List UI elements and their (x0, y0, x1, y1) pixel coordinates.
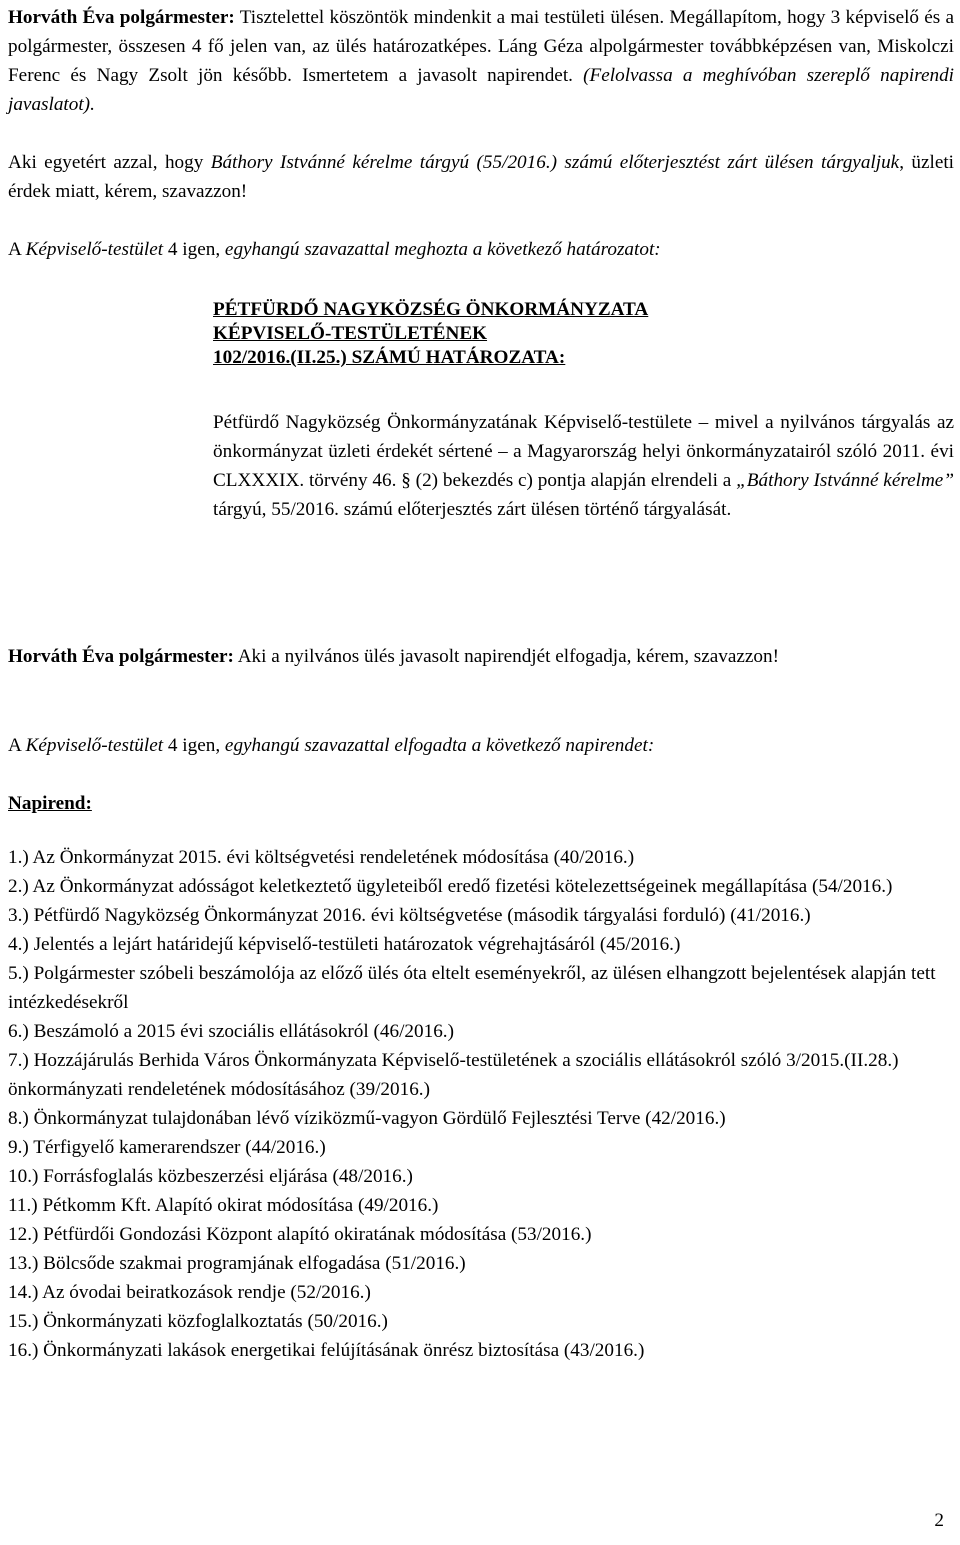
vote-statement-1: A Képviselő-testület 4 igen, egyhangú szavazattal meghozta a következő határozatot: (8, 239, 661, 260)
agenda-item: 3.) Pétfürdő Nagyközség Önkormányzat 2016. évi költségvetése (második tárgyalási forduló) (41/2016.) (8, 905, 811, 926)
agenda-item: 13.) Bölcsőde szakmai programjának elfogadása (51/2016.) (8, 1253, 466, 1274)
intro-paragraph: Horváth Éva polgármester: Tisztelettel köszöntök mindenkit a mai testületi ülésen. Megállapítom, hogy 3 képviselő és a polgármester, összesen 4 fő jelen van, az ülés határozatképes. Láng Géza alpolgármester továbbképzésen van, Miskolczi Ferenc és Nagy Zsolt jön később. Ismertetem a javasolt napirendet. (Felolvassa a meghívóban szereplő napirendi javaslatot). (8, 7, 954, 115)
agenda-title: Napirend: (8, 793, 92, 814)
agenda-item: 9.) Térfigyelő kamerarendszer (44/2016.) (8, 1137, 326, 1158)
agenda-list (8, 843, 954, 1365)
speaker-name: Horváth Éva polgármester: (8, 646, 234, 667)
agenda-item: 2.) Az Önkormányzat adósságot keletkeztető ügyleteiből eredő fizetési kötelezettségeinek megállapítása (54/2016.) (8, 876, 893, 897)
agenda-item: 11.) Pétkomm Kft. Alapító okirat módosítása (49/2016.) (8, 1195, 439, 1216)
agenda-item: 14.) Az óvodai beiratkozások rendje (52/2016.) (8, 1282, 371, 1303)
mayor-statement-2: Horváth Éva polgármester: Aki a nyilvános ülés javasolt napirendjét elfogadja, kérem, szavazzon! (8, 646, 780, 667)
agenda-item: 1.) Az Önkormányzat 2015. évi költségvetési rendeletének módosítása (40/2016.) (8, 847, 635, 868)
agenda-item: 6.) Beszámoló a 2015 évi szociális ellátásokról (46/2016.) (8, 1021, 454, 1042)
resolution-number: 102/2016.(II.25.) SZÁMÚ HATÁROZATA: (213, 347, 566, 368)
resolution-body: Pétfürdő Nagyközség Önkormányzatának Képviselő-testülete – mivel a nyilvános tárgyalás az önkormányzat üzleti érdekét sértené – a Magyarország helyi önkormányzatairól szóló 2011. évi CLXXXIX. törvény 46. § (2) bekezdés c) pontja alapján elrendeli a „Báthory Istvánné kérelme” tárgyú, 55/2016. számú előterjesztés zárt ülésen történő tárgyalását. (213, 412, 954, 520)
agenda-item: 12.) Pétfürdői Gondozási Központ alapító okiratának módosítása (53/2016.) (8, 1224, 592, 1245)
agenda-item: 4.) Jelentés a lejárt határidejű képviselő-testületi határozatok végrehajtásáról (45/2016.) (8, 934, 681, 955)
resolution-heading-2: KÉPVISELŐ-TESTÜLETÉNEK (213, 323, 488, 344)
agenda-item: 5.) Polgármester szóbeli beszámolója az előző ülés óta eltelt eseményekről, az ülésen elhangzott bejelentések alapján tett intézkedésekről (8, 963, 936, 1013)
agenda-item: 8.) Önkormányzat tulajdonában lévő víziközmű-vagyon Gördülő Fejlesztési Terve (42/2016.) (8, 1108, 726, 1129)
page-number: 2 (934, 1510, 944, 1531)
agenda-item: 7.) Hozzájárulás Berhida Város Önkormányzata Képviselő-testületének a szociális ellátásokról szóló 3/2015.(II.28.) önkormányzati rendeletének módosításához (39/2016.) (8, 1050, 899, 1100)
speaker-name: Horváth Éva polgármester: (8, 7, 235, 28)
agenda-item: 15.) Önkormányzati közfoglalkoztatás (50/2016.) (8, 1311, 388, 1332)
agenda-item: 16.) Önkormányzati lakások energetikai felújításának önrész biztosítása (43/2016.) (8, 1340, 645, 1361)
resolution-block (213, 298, 954, 524)
agenda-item: 10.) Forrásfoglalás közbeszerzési eljárása (48/2016.) (8, 1166, 413, 1187)
vote-statement-2: A Képviselő-testület 4 igen, egyhangú szavazattal elfogadta a következő napirendet: (8, 735, 655, 756)
motion-paragraph: Aki egyetért azzal, hogy Báthory Istvánné kérelme tárgyú (55/2016.) számú előterjesztést zárt ülésen tárgyaljuk, üzleti érdek miatt, kérem, szavazzon! (8, 152, 955, 202)
resolution-heading-1: PÉTFÜRDŐ NAGYKÖZSÉG ÖNKORMÁNYZATA (213, 299, 649, 320)
